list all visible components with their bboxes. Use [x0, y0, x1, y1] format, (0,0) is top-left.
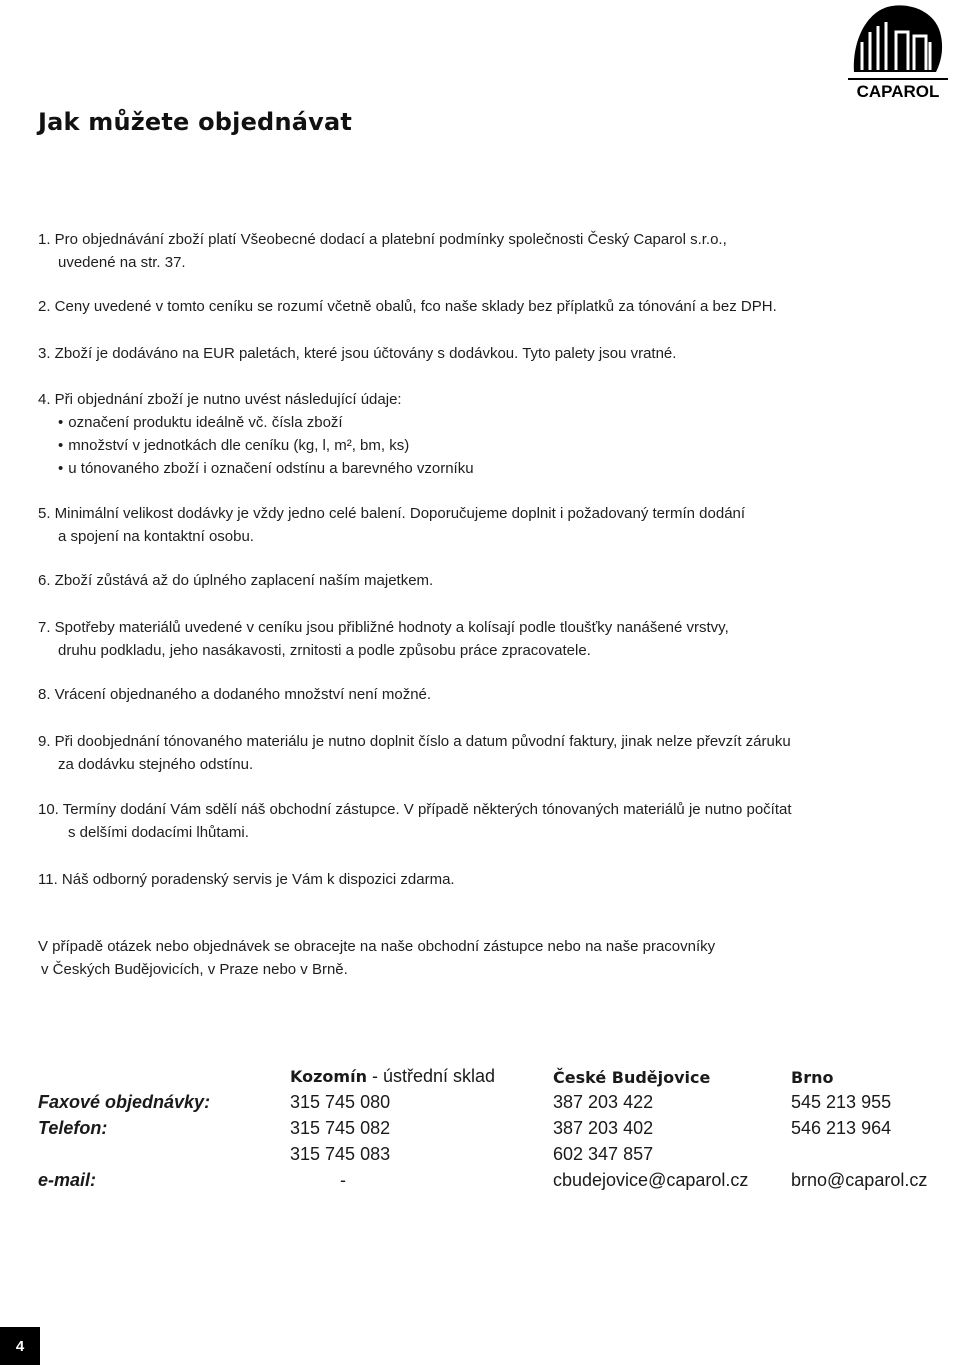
list-item-4 [38, 388, 474, 480]
phone-ceske-budejovice: 387 203 402 [553, 1118, 654, 1138]
item-1-line-1: 1. Pro objednávání zboží platí Všeobecné dodací a platební podmínky společnosti Český Caparol s.r.o., [38, 231, 727, 248]
header-kozomin-name: Kozomín [290, 1067, 367, 1086]
item-4-bullet: • množství v jednotkách dle ceníku (kg, l, m², bm, ks) [38, 434, 474, 457]
item-9-line-1: 9. Při doobjednání tónovaného materiálu je nutno doplnit číslo a datum původní faktury, jinak nelze převzít záruku [38, 733, 791, 750]
phone2-ceske-budejovice: 602 347 857 [553, 1144, 654, 1164]
contacts-table [0, 1062, 960, 1202]
fax-kozomin: 315 745 080 [290, 1092, 391, 1112]
phone-brno: 546 213 964 [791, 1118, 892, 1138]
item-7-line-1: 7. Spotřeby materiálů uvedené v ceníku jsou přibližné hodnoty a kolísají podle tloušťky nanášené vrstvy, [38, 619, 729, 636]
item-10-line-1: 10. Termíny dodání Vám sdělí náš obchodní zástupce. V případě některých tónovaných materiálů je nutno počítat [38, 801, 792, 818]
closing-paragraph [38, 935, 715, 981]
email-kozomin: - [340, 1170, 346, 1190]
item-9-line-2: za dodávku stejného odstínu. [58, 756, 254, 773]
phone-kozomin: 315 745 082 [290, 1118, 391, 1138]
list-item-6: 6. Zboží zůstává až do úplného zaplacení naším majetkem. [38, 572, 434, 589]
list-item-7 [38, 616, 729, 662]
header-ceske-budejovice: České Budějovice [553, 1068, 711, 1087]
item-5-line-1: 5. Minimální velikost dodávky je vždy jedno celé balení. Doporučujeme doplnit i požadovaný termín dodání [38, 505, 746, 522]
email-label: e-mail: [38, 1170, 97, 1190]
closing-line-1: V případě otázek nebo objednávek se obracejte na naše obchodní zástupce nebo na naše pracovníky [38, 938, 716, 955]
phone-label: Telefon: [38, 1118, 108, 1138]
list-item-9 [38, 730, 791, 776]
list-item-11: 11. Náš odborný poradenský servis je Vám k dispozici zdarma. [38, 871, 455, 888]
page-title: Jak můžete objednávat [38, 108, 353, 136]
caparol-logo [848, 2, 948, 100]
list-item-2: 2. Ceny uvedené v tomto ceníku se rozumí včetně obalů, fco naše sklady bez příplatků za tónování a bez DPH. [38, 298, 777, 315]
fax-brno: 545 213 955 [791, 1092, 892, 1112]
header-kozomin-desc: - ústřední sklad [366, 1066, 496, 1086]
item-4-bullet: • označení produktu ideálně vč. čísla zboží [38, 411, 474, 434]
phone2-kozomin: 315 745 083 [290, 1144, 391, 1164]
list-item-10 [38, 798, 792, 844]
email-ceske-budejovice[interactable]: cbudejovice@caparol.cz [553, 1170, 749, 1190]
closing-line-2: v Českých Budějovicích, v Praze nebo v Brně. [41, 961, 348, 978]
page-number: 4 [0, 1327, 40, 1365]
fax-ceske-budejovice: 387 203 422 [553, 1092, 654, 1112]
item-7-line-2: druhu podkladu, jeho nasákavosti, zrnitosti a podle způsobu práce zpracovatele. [58, 642, 591, 659]
svg-text:CAPAROL: CAPAROL [856, 82, 940, 100]
item-4-heading: 4. Při objednání zboží je nutno uvést následující údaje: [38, 391, 402, 408]
list-item-1 [38, 228, 727, 274]
list-item-3: 3. Zboží je dodáváno na EUR paletách, které jsou účtovány s dodávkou. Tyto palety jsou vratné. [38, 345, 677, 362]
item-4-bullet: • u tónovaného zboží i označení odstínu a barevného vzorníku [38, 457, 474, 480]
list-item-8: 8. Vrácení objednaného a dodaného množství není možné. [38, 686, 432, 703]
item-10-line-2: s delšími dodacími lhůtami. [68, 824, 249, 841]
list-item-5 [38, 502, 745, 548]
fax-label: Faxové objednávky: [38, 1092, 211, 1112]
email-brno[interactable]: brno@caparol.cz [791, 1170, 928, 1190]
header-kozomin [290, 1066, 495, 1087]
header-brno: Brno [791, 1068, 834, 1087]
item-5-line-2: a spojení na kontaktní osobu. [58, 528, 254, 545]
item-1-line-2: uvedené na str. 37. [58, 254, 186, 271]
